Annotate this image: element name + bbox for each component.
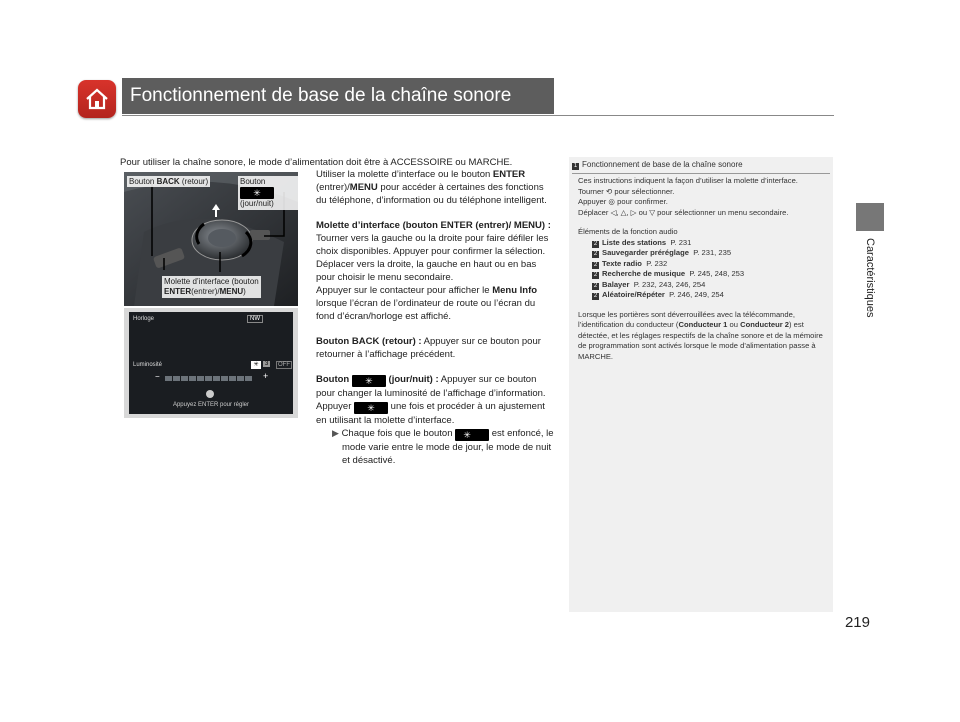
reference-item[interactable] <box>578 248 824 259</box>
main-content <box>316 168 556 467</box>
paragraph-interface <box>316 168 556 207</box>
reference-pages: P. 246, 249, 254 <box>669 290 724 299</box>
reference-icon: 2 <box>593 261 598 268</box>
callout-knob-1: Molette d’interface (bouton <box>164 277 259 286</box>
callout-knob-menu: MENU <box>219 287 244 296</box>
off-badge: OFF <box>278 362 290 368</box>
day-night-heading-pre: Bouton <box>316 374 352 385</box>
knob-down-icon: ▽ <box>649 207 656 217</box>
p1-enter-key: ENTER <box>492 169 526 180</box>
reference-pages: P. 232, 243, 246, 254 <box>633 279 706 289</box>
knob-left-icon: ◁ <box>610 207 617 217</box>
reference-name: Texte radio <box>602 258 642 268</box>
reference-item[interactable] <box>578 238 824 249</box>
reference-pages: P. 231, 235 <box>693 248 732 257</box>
reference-icon: 2 <box>593 282 598 289</box>
p1-mid: (entrer)/ <box>316 182 350 193</box>
callout-day-night-1: Bouton <box>240 177 266 186</box>
back-heading: Bouton BACK (retour) : <box>316 336 422 347</box>
note-footer <box>578 310 824 363</box>
callout-back-key: BACK <box>156 177 180 186</box>
reference-item[interactable] <box>578 269 824 280</box>
section-tab-marker[interactable] <box>856 203 884 231</box>
callout-day-night-2: (jour/nuit) <box>240 199 274 208</box>
knob-description: Tourner vers la gauche ou la droite pour faire défiler les choix disponibles. Appuyer pour confirmer la sélection. Déplacer vers la droite, la gauche en haut ou en bas pour choisir le menu secondaire. <box>316 233 549 283</box>
reference-list <box>578 238 824 301</box>
elements-title: Éléments de la fonction audio <box>578 227 678 236</box>
p3-pre: Appuyer sur le contacteur pour afficher le <box>316 285 493 296</box>
p6-pre: Appuyer <box>316 401 355 412</box>
reference-item[interactable] <box>578 259 824 270</box>
menu-info-key: Menu Info <box>492 285 538 296</box>
foot-pre: Lorsque les portières sont déverrouillées avec la télécommande, l’identification du conducteur ( <box>578 309 795 329</box>
page-title: Fonctionnement de base de la chaîne sonore <box>122 78 554 114</box>
note-body <box>578 176 824 362</box>
note-title: Fonctionnement de base de la chaîne sonore <box>582 160 743 169</box>
reference-name: Sauvegarder préréglage <box>602 248 689 257</box>
callout-back-post: (retour) <box>179 177 209 186</box>
reference-name: Balayer <box>602 279 630 289</box>
foot-driver2: Conducteur 2 <box>740 320 790 329</box>
note-turn-post: pour sélectionner. <box>612 186 675 196</box>
reference-pages: P. 232 <box>646 258 668 268</box>
knob-heading: Molette d’interface (bouton ENTER (entrer)/ MENU) : <box>316 220 551 231</box>
home-icon <box>84 87 110 111</box>
note-marker-icon: 1 <box>573 163 578 169</box>
note-move-or: ou <box>636 207 650 217</box>
day-night-icon: ✳︎ <box>240 187 274 199</box>
day-night-description: Appuyer sur ce bouton pour changer la luminosité de l’affichage d’information. <box>316 374 546 399</box>
callout-knob-end: ) <box>243 287 246 296</box>
back-description: Appuyer sur ce bouton pour retourner à l’affichage précédent. <box>316 336 541 360</box>
bullet-arrow-icon: ▶ <box>332 428 339 438</box>
day-night-heading-post: (jour/nuit) : <box>385 374 439 385</box>
reference-name: Aléatoire/Répéter <box>602 290 665 299</box>
paragraph-menu-info <box>316 284 556 323</box>
note-move-post: pour sélectionner un menu secondaire. <box>655 207 789 217</box>
note-turn <box>578 187 824 198</box>
p1-menu-key: MENU <box>349 182 378 193</box>
sun-icon: ✳︎ <box>251 361 261 369</box>
title-divider <box>122 115 834 116</box>
callout-back-button <box>127 176 210 187</box>
note-turn-label: Tourner <box>578 186 604 196</box>
note-press-label: Appuyer <box>578 197 607 206</box>
enter-icon <box>206 390 214 398</box>
p7-post: est enfoncé, le mode varie entre le mode de jour, le mode de nuit et désactivé. <box>342 428 554 466</box>
note-intro: Ces instructions indiquent la façon d’utiliser la molette d’interface. <box>578 176 798 185</box>
note-move-label: Déplacer <box>578 207 609 217</box>
callout-knob-enter: ENTER <box>164 287 192 296</box>
knob-right-icon: ▷ <box>630 207 637 217</box>
day-night-icon: ✳︎ <box>455 429 489 441</box>
knob-rotate-icon: ⟲ <box>605 186 613 196</box>
paragraph-adjust <box>316 400 556 427</box>
compass-badge: NW <box>247 315 263 323</box>
p7-pre: Chaque fois que le bouton <box>341 428 456 439</box>
display-screen <box>129 312 293 414</box>
reference-icon: 2 <box>593 272 598 278</box>
reference-pages: P. 245, 248, 253 <box>689 269 745 278</box>
display-photo <box>124 308 298 418</box>
knob-up-icon: △ <box>620 207 627 217</box>
callout-knob <box>162 276 261 298</box>
home-button[interactable] <box>78 80 116 118</box>
screen-hint: Appuyez ENTER pour régler <box>172 402 250 408</box>
note-header <box>572 160 830 174</box>
knob-press-icon: ◎ <box>608 197 616 206</box>
p1-post: pour accéder à certaines des fonctions du téléphone, d’information ou du téléphone intelligent. <box>316 182 547 206</box>
reference-item[interactable] <box>578 290 824 301</box>
brightness-label: Luminosité <box>133 362 163 368</box>
paragraph-knob <box>316 219 556 284</box>
foot-or: ou <box>727 320 741 329</box>
reference-name: Liste des stations <box>602 237 667 247</box>
minus-sign: − <box>155 372 160 381</box>
callout-back-pre: Bouton <box>129 177 157 186</box>
reference-item[interactable] <box>578 280 824 291</box>
p1-pre: Utiliser la molette d’interface ou le bouton <box>316 169 493 180</box>
intro-text: Pour utiliser la chaîne sonore, le mode d’alimentation doit être à ACCESSOIRE ou MARCHE. <box>120 157 513 168</box>
reference-icon: 2 <box>593 293 598 299</box>
plus-sign: + <box>263 371 269 381</box>
note-move: Déplacer ◁, △, ▷ ou ▽ pour sélectionner un menu secondaire. <box>578 207 789 217</box>
callout-knob-mid: (entrer)/ <box>191 287 220 296</box>
section-tab-label: Caractéristiques <box>864 238 876 318</box>
side-note <box>569 157 833 612</box>
day-night-icon: ✳︎ <box>354 402 388 414</box>
note-press-post: pour confirmer. <box>615 197 668 206</box>
brightness-level: 3 <box>265 361 269 367</box>
brightness-slider[interactable] <box>165 376 253 381</box>
p3-post: lorsque l’écran de l’ordinateur de route ou l’écran du fond d’écran/horloge est affiché. <box>316 298 536 322</box>
callout-day-night <box>238 176 298 210</box>
note-press <box>578 197 824 208</box>
paragraph-back <box>316 335 556 361</box>
day-night-icon: ✳︎ <box>352 375 386 387</box>
reference-icon: 2 <box>593 240 598 247</box>
foot-driver1: Conducteur 1 <box>678 320 728 329</box>
screen-title: Horloge <box>133 316 155 322</box>
paragraph-mode-cycle <box>316 427 556 467</box>
controls-photo <box>124 172 298 306</box>
paragraph-day-night <box>316 373 556 400</box>
reference-pages: P. 231 <box>670 237 692 247</box>
reference-name: Recherche de musique <box>602 269 686 278</box>
reference-icon: 2 <box>593 251 598 257</box>
p6-post: une fois et procéder à un ajustement en utilisant la molette d’interface. <box>316 401 545 426</box>
foot-post: ) est détectée, et les réglages respectifs de la chaîne sonore et de la mémoire de programmation sont activés lorsque le mode d’alimentation passe à MARCHE. <box>578 320 823 361</box>
page-number: 219 <box>844 614 870 631</box>
